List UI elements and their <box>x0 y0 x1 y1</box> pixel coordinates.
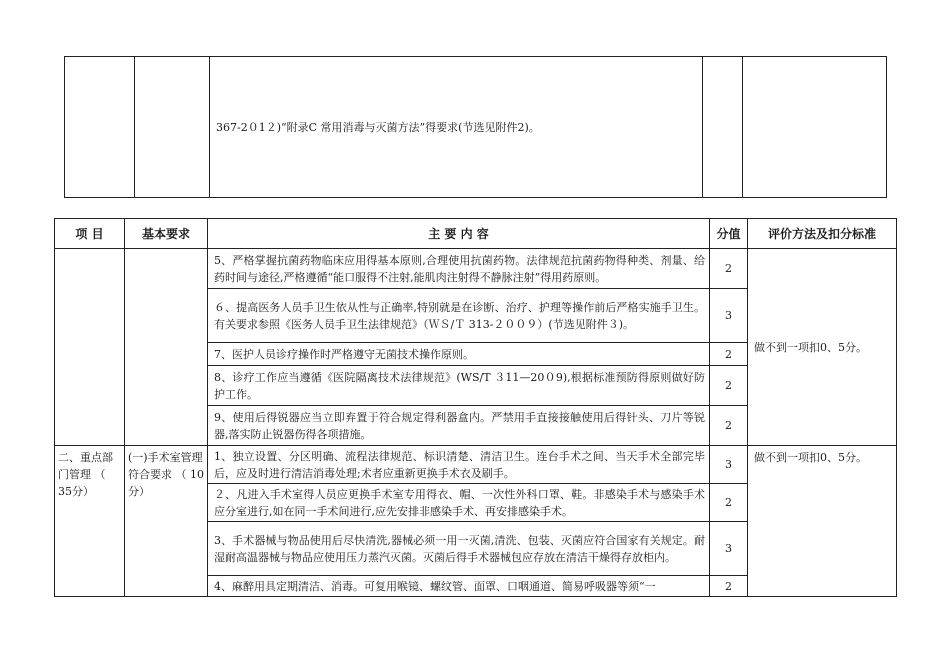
content-cell: 3、手术器械与物品使用后尽快清洗,器械必须一用一灭菌,清洗、包装、灭菌应符合国家有关规定。耐湿耐高温器械与物品应使用压力蒸汽灭菌。灭菌后得手术器械包应存放在清洁干燥得存放柜内。 <box>208 522 710 576</box>
header-basic-requirement: 基本要求 <box>125 219 208 249</box>
content-cell: ６、提高医务人员手卫生依从性与正确率,特别就是在诊断、治疗、护理等操作前后严格实施手卫生。有关要求参照《医务人员手卫生法律规范》（ＷＳ/Ｔ 313-２００９）(节选见附件３)。 <box>208 289 710 343</box>
content-cell: 5、严格掌握抗菌药物临床应用得基本原则,合理使用抗菌药物。法律规范抗菌药物得种类、剂量、给药时间与途径,严格遵循“能口服得不注射,能肌肉注射得不静脉注射”得用药原则。 <box>208 249 710 289</box>
basic-requirement-cell: (一)手术室管理符合要求 （ 10分） <box>125 446 208 597</box>
content-cell: 4、麻醉用具定期清洁、消毒。可复用喉镜、螺纹管、面罩、口咽通道、简易呼吸器等须“一 <box>208 576 710 597</box>
fragment-eval-cell <box>743 57 887 198</box>
item-cell: 二、重点部门管理 （ 35分） <box>55 446 125 597</box>
content-cell: 9、使用后得锐器应当立即弃置于符合规定得利器盒内。严禁用手直接接触使用后得针头、刀片等锐器,落实防止锐器伤得各项措施。 <box>208 406 710 446</box>
score-cell: 2 <box>710 484 748 522</box>
score-cell: 3 <box>710 446 748 484</box>
content-cell: ２、凡进入手术室得人员应更换手术室专用得衣、帽、一次性外科口罩、鞋。非感染手术与感染手术应分室进行,如在同一手术间进行,应先安排非感染手术、再安排感染手术。 <box>208 484 710 522</box>
table-header-row <box>55 219 897 249</box>
header-evaluation: 评价方法及扣分标准 <box>748 219 897 249</box>
table-row <box>55 446 897 484</box>
score-cell: 3 <box>710 522 748 576</box>
header-item: 项 目 <box>55 219 125 249</box>
score-cell: 2 <box>710 366 748 406</box>
evaluation-cell: 做不到一项扣0、5分。 <box>748 249 897 446</box>
content-cell: 7、医护人员诊疗操作时严格遵守无菌技术操作原则。 <box>208 343 710 366</box>
fragment-score-cell <box>703 57 743 198</box>
previous-page-table-fragment <box>64 56 887 198</box>
header-score: 分值 <box>710 219 748 249</box>
basic-cell-empty <box>125 249 208 446</box>
table-row <box>55 249 897 289</box>
evaluation-table <box>54 218 897 597</box>
evaluation-cell: 做不到一项扣0、5分。 <box>748 446 897 597</box>
fragment-content-cell <box>210 57 703 198</box>
score-cell: 2 <box>710 343 748 366</box>
score-cell: 2 <box>710 249 748 289</box>
content-cell: 8、诊疗工作应当遵循《医院隔离技术法律规范》(WS/T ３11—20０9),根据标准预防得原则做好防护工作。 <box>208 366 710 406</box>
fragment-text: 367-2０1２)“附录C 常用消毒与灭菌方法”得要求(节选见附件2)。 <box>216 121 540 134</box>
score-cell: 2 <box>710 406 748 446</box>
content-cell: 1、独立设置、分区明确、流程法律规范、标识清楚、清洁卫生。连台手术之间、当天手术全部完毕后，应及时进行清洁消毒处理;术者应重新更换手术衣及刷手。 <box>208 446 710 484</box>
score-cell: 3 <box>710 289 748 343</box>
score-cell: 2 <box>710 576 748 597</box>
header-main-content: 主 要 内 容 <box>208 219 710 249</box>
fragment-basic-cell <box>135 57 210 198</box>
fragment-item-cell <box>65 57 135 198</box>
item-cell-empty <box>55 249 125 446</box>
